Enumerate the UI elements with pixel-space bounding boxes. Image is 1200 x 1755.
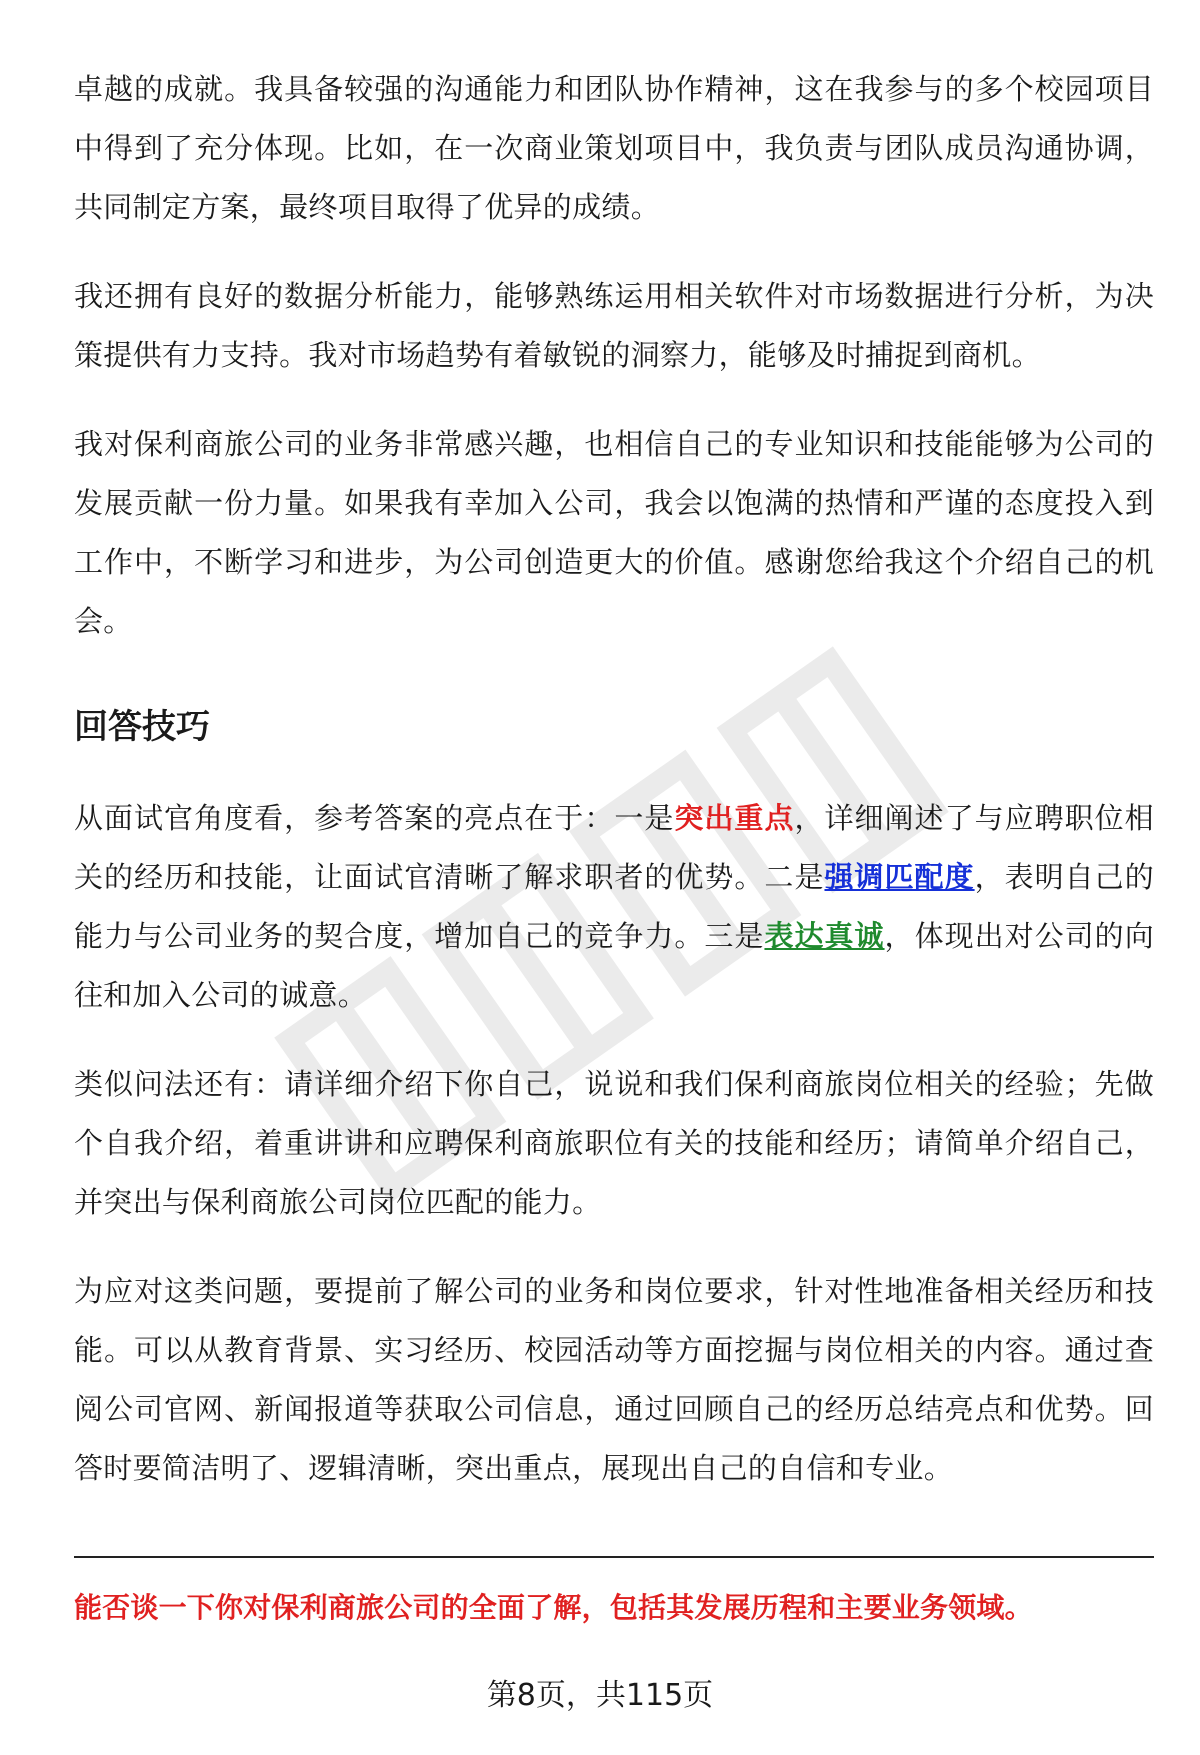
next-question: 能否谈一下你对保利商旅公司的全面了解，包括其发展历程和主要业务领域。 xyxy=(74,1591,1033,1624)
section-title: 回答技巧 xyxy=(74,707,210,747)
tips-text-3: ，表明自己的能力与公司业务的契合度，增加自己的竞争力。三是 xyxy=(74,860,1154,953)
paragraph-interest: 我对保利商旅公司的业务非常感兴趣，也相信自己的专业知识和技能能够为公司的发展贡献一份力量。如果我有幸加入公司，我会以饱满的热情和严谨的态度投入到工作中，不断学习和进步，为公司创造更大的价值。感谢您给我这个介绍自己的机会。 xyxy=(74,427,1154,638)
highlight-sincerity: 表达真诚 xyxy=(764,919,885,953)
tips-text-1: 从面试官角度看，参考答案的亮点在于：一是 xyxy=(74,801,675,835)
highlight-match: 强调匹配度 xyxy=(824,860,975,894)
paragraph-preparation: 为应对这类问题，要提前了解公司的业务和岗位要求，针对性地准备相关经历和技能。可以从教育背景、实习经历、校园活动等方面挖掘与岗位相关的内容。通过查阅公司官网、新闻报道等获取公司信息，通过回顾自己的经历总结亮点和优势。回答时要简洁明了、逻辑清晰，突出重点，展现出自己的自信和专业。 xyxy=(74,1274,1154,1485)
page-number: 第8页，共115页 xyxy=(486,1678,714,1713)
paragraph-achievements: 卓越的成就。我具备较强的沟通能力和团队协作精神，这在我参与的多个校园项目中得到了充分体现。比如，在一次商业策划项目中，我负责与团队成员沟通协调，共同制定方案，最终项目取得了优异的成绩。 xyxy=(74,72,1154,224)
paragraph-data-analysis: 我还拥有良好的数据分析能力，能够熟练运用相关软件对市场数据进行分析，为决策提供有力支持。我对市场趋势有着敏锐的洞察力，能够及时捕捉到商机。 xyxy=(74,279,1154,372)
document-body xyxy=(74,60,1154,1528)
divider xyxy=(74,1556,1154,1558)
highlight-focus: 突出重点 xyxy=(674,801,795,835)
tips-text-4: ，体现出对公司的向往和加入公司的诚意。 xyxy=(74,919,1155,1012)
paragraph-similar-questions: 类似问法还有：请详细介绍下你自己，说说和我们保利商旅岗位相关的经验；先做个自我介绍，着重讲讲和应聘保利商旅职位有关的技能和经历；请简单介绍自己，并突出与保利商旅公司岗位匹配的能力。 xyxy=(74,1067,1154,1219)
tips-text-2: ，详细阐述了与应聘职位相关的经历和技能，让面试官清晰了解求职者的优势。二是 xyxy=(74,801,1154,894)
paragraph-tips-highlights xyxy=(74,789,1154,1025)
